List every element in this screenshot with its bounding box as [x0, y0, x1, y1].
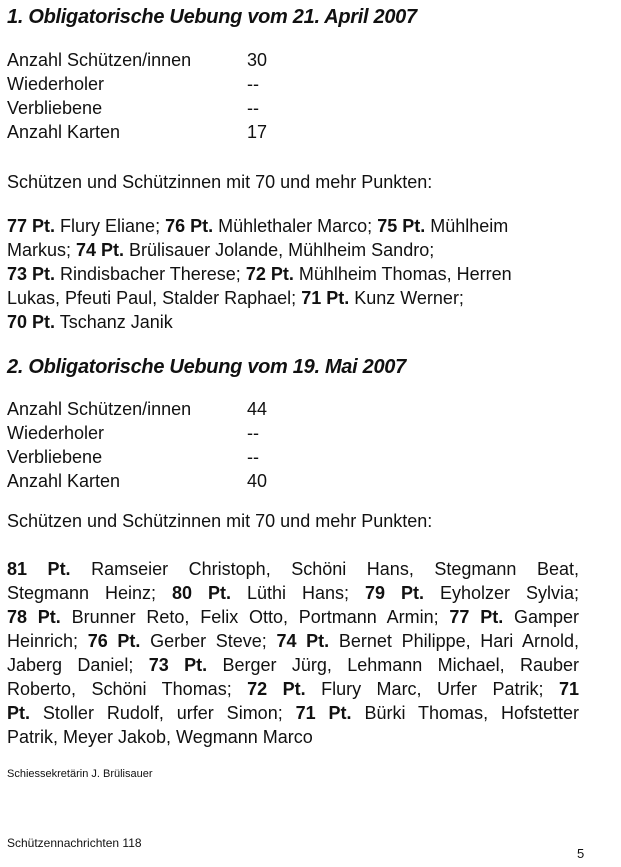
points-label: 76 Pt.: [165, 216, 214, 236]
points-label: Pt.: [7, 703, 31, 723]
points-label: 76 Pt.: [87, 631, 141, 651]
shooter-names: Flury Eliane;: [55, 216, 166, 236]
shooter-names: Mühlheim Thomas, Herren: [293, 264, 512, 284]
points-label: 72 Pt.: [247, 679, 306, 699]
result-line: [7, 238, 579, 262]
result-line: [7, 581, 579, 605]
points-label: 79 Pt.: [365, 583, 424, 603]
shooter-names: Brunner Reto, Felix Otto, Portmann Armin;: [60, 607, 450, 627]
shooter-names: Kunz Werner;: [349, 288, 464, 308]
stat-row: [7, 469, 327, 493]
result-line: [7, 557, 579, 581]
stat-label: Wiederholer: [7, 423, 105, 443]
footer-publication: Schützennachrichten 118: [7, 836, 142, 850]
shooter-names: Lüthi Hans;: [231, 583, 365, 603]
shooter-names: Tschanz Janik: [55, 312, 173, 332]
result-line: [7, 725, 579, 749]
stat-row: [7, 120, 327, 144]
section1-stats: [7, 48, 327, 144]
points-label: 73 Pt.: [7, 264, 56, 284]
shooter-names: Mühlethaler Marco;: [213, 216, 378, 236]
stat-value: 30: [247, 50, 268, 70]
shooter-names: Markus;: [7, 240, 77, 260]
result-line: [7, 310, 579, 334]
shooter-names: Stoller Rudolf, urfer Simon;: [30, 703, 296, 723]
section2-results: [7, 557, 579, 749]
shooter-names: Eyholzer Sylvia;: [424, 583, 579, 603]
section1-heading: 1. Obligatorische Uebung vom 21. April 2007: [7, 6, 417, 28]
points-label: 77 Pt.: [7, 216, 56, 236]
points-label: 80 Pt.: [172, 583, 232, 603]
stat-value: --: [247, 98, 259, 118]
shooter-names: Berger Jürg, Lehmann Michael, Rauber: [207, 655, 579, 675]
stat-label: Verbliebene: [7, 98, 103, 118]
stat-value: 40: [247, 471, 268, 491]
stat-row: [7, 397, 327, 421]
shooter-names: Gerber Steve;: [140, 631, 277, 651]
points-label: 70 Pt.: [7, 312, 56, 332]
shooter-names: Ramseier Christoph, Schöni Hans, Stegmann Beat,: [70, 559, 579, 579]
result-line: [7, 286, 579, 310]
stat-value: --: [247, 447, 259, 467]
signature: Schiessekretärin J. Brülisauer: [7, 768, 153, 780]
result-line: [7, 262, 579, 286]
shooter-names: Brülisauer Jolande, Mühlheim Sandro;: [124, 240, 435, 260]
points-label: 75 Pt.: [377, 216, 426, 236]
shooter-names: Bürki Thomas, Hofstetter: [351, 703, 580, 723]
result-line: [7, 629, 579, 653]
points-label: 71 Pt.: [301, 288, 350, 308]
section2-heading: 2. Obligatorische Uebung vom 19. Mai 2007: [7, 356, 406, 378]
stat-value: 44: [247, 399, 268, 419]
result-line: [7, 605, 579, 629]
shooter-names: Stegmann Heinz;: [7, 583, 173, 603]
points-label: 73 Pt.: [148, 655, 208, 675]
shooter-names: Bernet Philippe, Hari Arnold,: [329, 631, 579, 651]
shooter-names: Mühlheim: [425, 216, 509, 236]
stat-value: 17: [247, 122, 268, 142]
points-label: 71: [558, 679, 579, 699]
points-label: 72 Pt.: [245, 264, 294, 284]
points-label: 74 Pt.: [276, 631, 330, 651]
stat-row: [7, 48, 327, 72]
shooter-names: Lukas, Pfeuti Paul, Stalder Raphael;: [7, 288, 302, 308]
section2-stats: [7, 397, 327, 493]
shooter-names: Gamper: [503, 607, 580, 627]
stat-label: Anzahl Schützen/innen: [7, 399, 192, 419]
points-label: 81 Pt.: [7, 559, 71, 579]
shooter-names: Patrik, Meyer Jakob, Wegmann Marco: [7, 727, 313, 747]
stat-label: Wiederholer: [7, 74, 105, 94]
result-line: [7, 677, 579, 701]
stat-row: [7, 72, 327, 96]
result-line: [7, 701, 579, 725]
section1-intro: Schützen und Schützinnen mit 70 und mehr Punkten:: [7, 172, 433, 192]
points-label: 78 Pt.: [7, 607, 61, 627]
shooter-names: Heinrich;: [7, 631, 88, 651]
shooter-names: Roberto, Schöni Thomas;: [7, 679, 248, 699]
points-label: 77 Pt.: [449, 607, 504, 627]
page-number: 5: [577, 846, 585, 861]
result-line: [7, 214, 579, 238]
shooter-names: Jaberg Daniel;: [7, 655, 149, 675]
stat-label: Anzahl Schützen/innen: [7, 50, 192, 70]
points-label: 71 Pt.: [295, 703, 352, 723]
points-label: 74 Pt.: [76, 240, 125, 260]
stat-value: --: [247, 74, 259, 94]
shooter-names: Flury Marc, Urfer Patrik;: [305, 679, 559, 699]
stat-label: Anzahl Karten: [7, 471, 121, 491]
shooter-names: Rindisbacher Therese;: [55, 264, 246, 284]
stat-row: [7, 445, 327, 469]
stat-row: [7, 96, 327, 120]
section2-intro: Schützen und Schützinnen mit 70 und mehr Punkten:: [7, 511, 433, 531]
stat-value: --: [247, 423, 259, 443]
result-line: [7, 653, 579, 677]
section1-results: [7, 214, 579, 334]
stat-row: [7, 421, 327, 445]
stat-label: Verbliebene: [7, 447, 103, 467]
stat-label: Anzahl Karten: [7, 122, 121, 142]
